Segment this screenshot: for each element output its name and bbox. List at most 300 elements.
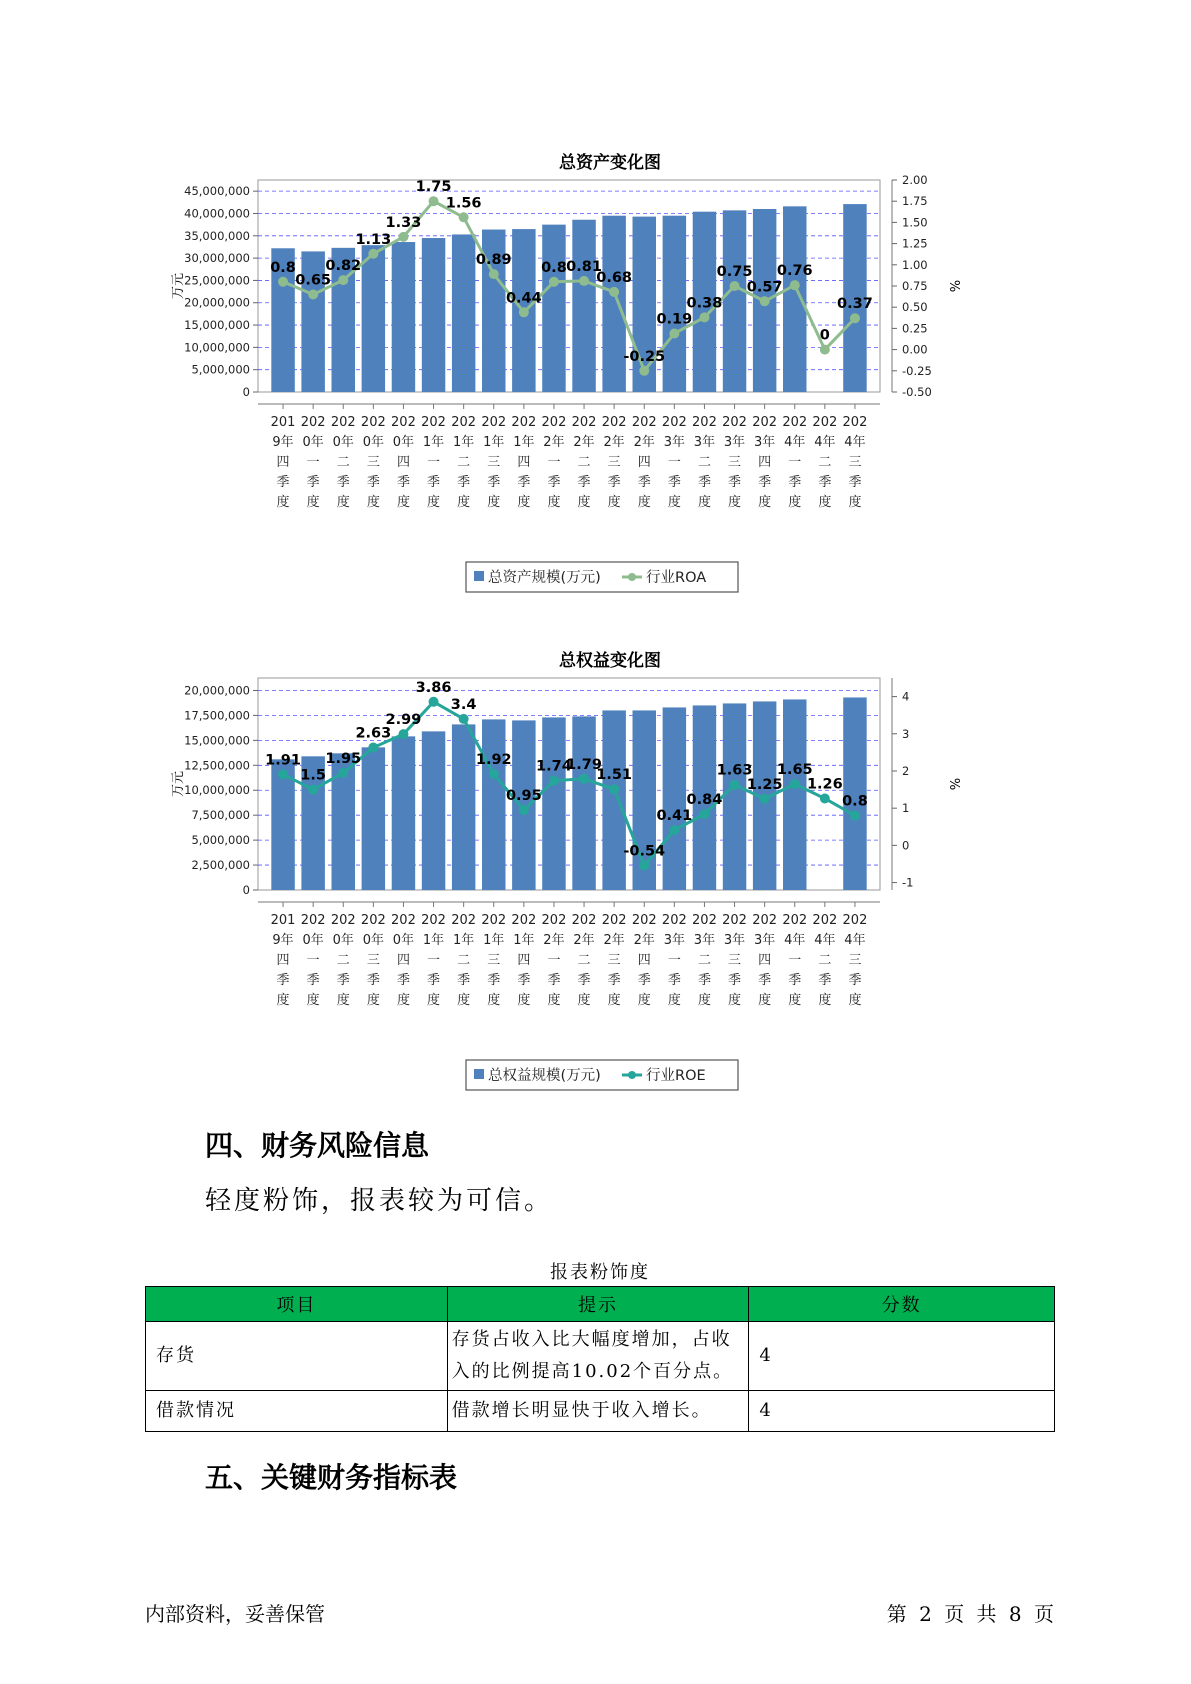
- bar: [482, 719, 505, 890]
- data-label: 1.56: [445, 195, 482, 212]
- right-tick-label: 1: [902, 801, 910, 816]
- data-label: 1.75: [415, 179, 452, 196]
- x-tick-label: 度: [788, 495, 802, 510]
- x-tick-label: 三: [728, 455, 742, 470]
- left-tick-label: 17,500,000: [184, 708, 250, 723]
- x-tick-label: 度: [517, 495, 531, 510]
- left-tick-label: 20,000,000: [184, 683, 250, 698]
- x-tick-label: 季: [667, 475, 681, 490]
- x-tick-label: 度: [336, 993, 350, 1008]
- bar: [633, 217, 656, 392]
- x-tick-label: 二: [577, 953, 591, 968]
- risk-table: [145, 1286, 1055, 1432]
- x-tick-label: 度: [487, 993, 501, 1008]
- x-tick-label: 季: [276, 973, 290, 988]
- data-label: 3.4: [450, 696, 477, 713]
- x-tick-label: 季: [517, 973, 531, 988]
- row-hint: 借款增长明显快于收入增长。: [447, 1391, 749, 1432]
- data-label: 0.57: [746, 279, 783, 296]
- x-tick-label: 度: [607, 495, 621, 510]
- x-tick-label: 201: [270, 913, 296, 928]
- x-tick-label: 3年: [693, 435, 716, 450]
- x-tick-label: 季: [637, 475, 651, 490]
- data-label: 1.79: [566, 756, 602, 773]
- x-tick-label: 季: [818, 475, 832, 490]
- left-tick-label: 45,000,000: [184, 184, 250, 199]
- x-tick-label: 202: [391, 415, 416, 430]
- line-point: [609, 287, 619, 297]
- x-tick-label: 四: [276, 953, 290, 968]
- equity-chart-title: 总权益变化图: [559, 651, 661, 671]
- x-tick-label: 度: [667, 495, 681, 510]
- right-tick-label: 1.50: [902, 215, 928, 230]
- x-tick-label: 1年: [513, 435, 535, 450]
- x-tick-label: 季: [366, 475, 380, 490]
- x-tick-label: 度: [276, 993, 290, 1008]
- data-label: 0.75: [716, 264, 753, 280]
- x-tick-label: 度: [818, 495, 832, 510]
- x-tick-label: 季: [607, 973, 621, 988]
- x-tick-label: 202: [330, 913, 356, 928]
- x-tick-label: 四: [758, 455, 772, 470]
- x-tick-label: 202: [481, 415, 507, 430]
- table-row: [146, 1322, 1055, 1391]
- bar: [392, 736, 415, 890]
- data-label: 0.82: [325, 258, 362, 275]
- bar: [663, 707, 686, 890]
- x-tick-label: 度: [547, 495, 561, 510]
- x-tick-label: 季: [607, 475, 621, 490]
- row-score: 4: [749, 1391, 1055, 1432]
- x-tick-label: 0年: [392, 933, 415, 948]
- line-point: [459, 212, 469, 222]
- x-tick-label: 季: [517, 475, 531, 490]
- x-tick-label: 度: [366, 993, 380, 1008]
- x-tick-label: 度: [336, 495, 350, 510]
- legend-bar-swatch: [474, 1069, 484, 1079]
- left-tick-label: 40,000,000: [184, 206, 250, 221]
- line-point: [308, 289, 318, 299]
- x-tick-label: 一: [788, 953, 802, 968]
- x-tick-label: 一: [788, 455, 802, 470]
- x-tick-label: 度: [607, 993, 621, 1008]
- x-tick-label: 202: [752, 415, 778, 430]
- bar: [723, 210, 746, 392]
- x-tick-label: 202: [451, 913, 477, 928]
- row-item: 存货: [146, 1322, 448, 1391]
- bar: [572, 716, 595, 890]
- bar: [723, 703, 746, 890]
- x-tick-label: 季: [577, 973, 591, 988]
- x-tick-label: 一: [306, 455, 320, 470]
- x-tick-label: 一: [667, 953, 681, 968]
- x-tick-label: 2年: [603, 435, 625, 450]
- footer-confidential: 内部资料，妥善保管: [145, 1602, 325, 1626]
- line-point: [519, 307, 529, 317]
- x-tick-label: 三: [848, 455, 862, 470]
- x-tick-label: 2年: [543, 933, 565, 948]
- x-tick-label: 季: [788, 973, 802, 988]
- bar: [542, 717, 565, 890]
- x-tick-label: 3年: [693, 933, 716, 948]
- assets-chart-svg: [150, 140, 1070, 610]
- x-tick-label: 二: [818, 953, 832, 968]
- data-label: 2.63: [355, 725, 392, 742]
- section4-heading: 四、财务风险信息: [205, 1129, 430, 1162]
- data-label: 0.76: [776, 263, 813, 280]
- line-point: [730, 281, 740, 291]
- bar: [783, 699, 806, 890]
- row-score: 4: [749, 1322, 1055, 1391]
- x-tick-label: 季: [427, 973, 441, 988]
- line-point: [338, 275, 348, 285]
- x-tick-label: 1年: [483, 435, 505, 450]
- equity-chart-svg: [150, 638, 1070, 1108]
- x-tick-label: 季: [457, 475, 471, 490]
- x-tick-label: 三: [848, 953, 862, 968]
- x-tick-label: 季: [547, 475, 561, 490]
- x-tick-label: 度: [396, 993, 410, 1008]
- table-caption: 报表粉饰度: [550, 1262, 650, 1283]
- line-point: [338, 768, 348, 778]
- x-tick-label: 季: [336, 973, 350, 988]
- x-tick-label: 3年: [663, 435, 685, 450]
- line-point: [790, 280, 800, 290]
- legend-line-marker: [628, 573, 636, 581]
- x-tick-label: 202: [692, 415, 717, 430]
- right-axis-title: %: [946, 777, 961, 791]
- x-tick-label: 1年: [513, 933, 535, 948]
- x-tick-label: 202: [421, 913, 446, 928]
- left-tick-label: 10,000,000: [184, 340, 250, 355]
- left-tick-label: 0: [242, 385, 250, 399]
- x-tick-label: 度: [848, 993, 862, 1008]
- x-tick-label: 0年: [362, 435, 384, 450]
- left-axis-title: 万元: [171, 770, 186, 798]
- x-tick-label: 季: [697, 973, 711, 988]
- section5-heading: 五、关键财务指标表: [205, 1461, 458, 1494]
- bar: [602, 216, 625, 392]
- x-tick-label: 三: [487, 455, 501, 470]
- x-tick-label: 202: [300, 913, 326, 928]
- risk-summary-text: 轻度粉饰，报表较为可信。: [205, 1186, 554, 1216]
- x-tick-label: 度: [547, 993, 561, 1008]
- x-tick-label: 季: [728, 475, 742, 490]
- line-point: [579, 774, 589, 784]
- x-tick-label: 202: [692, 913, 717, 928]
- line-point: [760, 296, 770, 306]
- x-tick-label: 1年: [422, 933, 445, 948]
- data-label: 1.92: [475, 751, 512, 768]
- col-header-item: 项目: [146, 1287, 448, 1322]
- left-axis-title: 万元: [171, 272, 186, 300]
- left-tick-label: 12,500,000: [184, 758, 250, 773]
- x-tick-label: 季: [457, 973, 471, 988]
- data-label: 1.33: [385, 214, 422, 231]
- bar: [572, 220, 595, 392]
- x-tick-label: 四: [396, 953, 410, 968]
- line-point: [639, 366, 649, 376]
- data-label: 2.99: [385, 712, 422, 729]
- legend-line-marker: [628, 1071, 636, 1079]
- x-tick-label: 0年: [302, 435, 324, 450]
- data-label: 1.65: [776, 762, 813, 778]
- line-point: [308, 785, 318, 795]
- x-tick-label: 0年: [332, 933, 354, 948]
- x-tick-label: 4年: [784, 933, 806, 948]
- x-tick-label: 2年: [573, 435, 595, 450]
- x-tick-label: 一: [306, 953, 320, 968]
- line-point: [368, 743, 378, 753]
- right-tick-label: -1: [902, 875, 914, 890]
- line-point: [429, 196, 439, 206]
- x-tick-label: 季: [306, 973, 320, 988]
- row-hint: 存货占收入比大幅度增加，占收入的比例提高10.02个百分点。: [447, 1322, 749, 1391]
- x-tick-label: 三: [728, 953, 742, 968]
- x-tick-label: 四: [637, 953, 651, 968]
- x-tick-label: 度: [697, 993, 711, 1008]
- x-tick-label: 二: [336, 953, 350, 968]
- x-tick-label: 3年: [754, 933, 776, 948]
- line-point: [429, 697, 439, 707]
- x-tick-label: 二: [457, 455, 471, 470]
- data-label: 1.51: [596, 767, 633, 784]
- x-tick-label: 2年: [573, 933, 595, 948]
- x-tick-label: 202: [631, 913, 657, 928]
- line-point: [489, 769, 499, 779]
- x-tick-label: 2年: [633, 435, 655, 450]
- x-tick-label: 0年: [392, 435, 415, 450]
- legend-bar-label: 总权益规模(万元): [488, 1068, 601, 1084]
- left-tick-label: 7,500,000: [191, 808, 250, 823]
- x-tick-label: 度: [728, 495, 742, 510]
- x-tick-label: 季: [637, 973, 651, 988]
- x-tick-label: 二: [336, 455, 350, 470]
- legend-line-label: 行业ROE: [646, 1068, 706, 1084]
- data-label: 0.41: [656, 808, 693, 825]
- x-tick-label: 202: [300, 415, 326, 430]
- x-tick-label: 3年: [723, 933, 746, 948]
- x-tick-label: 一: [547, 953, 561, 968]
- data-label: 0.65: [295, 272, 332, 289]
- x-tick-label: 1年: [422, 435, 445, 450]
- x-tick-label: 度: [818, 993, 832, 1008]
- x-tick-label: 季: [788, 475, 802, 490]
- data-label: 0.38: [686, 295, 723, 312]
- x-tick-label: 202: [421, 415, 446, 430]
- x-tick-label: 3年: [723, 435, 746, 450]
- line-point: [760, 794, 770, 804]
- x-tick-label: 202: [661, 913, 687, 928]
- table-row: [146, 1391, 1055, 1432]
- x-tick-label: 202: [451, 415, 477, 430]
- x-tick-label: 度: [457, 495, 471, 510]
- x-tick-label: 202: [842, 913, 868, 928]
- left-tick-label: 30,000,000: [184, 251, 250, 266]
- line-point: [278, 769, 288, 779]
- data-label: -0.25: [623, 348, 666, 365]
- line-point: [730, 780, 740, 790]
- line-point: [850, 313, 860, 323]
- x-tick-label: 2年: [543, 435, 565, 450]
- x-tick-label: 度: [306, 495, 320, 510]
- row-item: 借款情况: [146, 1391, 448, 1432]
- line-point: [790, 779, 800, 789]
- x-tick-label: 4年: [844, 933, 866, 948]
- data-label: 0.8: [842, 793, 868, 810]
- right-tick-label: -0.25: [902, 363, 932, 378]
- bar: [663, 216, 686, 392]
- data-label: 1.74: [536, 758, 572, 775]
- x-tick-label: 季: [848, 973, 862, 988]
- x-tick-label: 202: [601, 415, 627, 430]
- x-tick-label: 四: [517, 455, 531, 470]
- x-tick-label: 9年: [272, 435, 294, 450]
- bar: [783, 206, 806, 392]
- footer-page-number: 第 2 页 共 8 页: [886, 1602, 1054, 1626]
- right-tick-label: -0.50: [902, 385, 932, 399]
- x-tick-label: 度: [306, 993, 320, 1008]
- data-label: 0.8: [541, 259, 567, 276]
- line-point: [278, 277, 288, 287]
- x-tick-label: 度: [427, 993, 441, 1008]
- x-tick-label: 三: [366, 953, 380, 968]
- x-tick-label: 4年: [784, 435, 806, 450]
- x-tick-label: 季: [487, 973, 501, 988]
- bar: [392, 242, 415, 392]
- col-header-score: 分数: [749, 1287, 1055, 1322]
- line-point: [850, 811, 860, 821]
- right-tick-label: 0: [902, 838, 910, 853]
- x-tick-label: 1年: [453, 933, 475, 948]
- data-label: 0.95: [505, 788, 542, 805]
- data-label: 3.86: [415, 679, 452, 696]
- x-tick-label: 度: [366, 495, 380, 510]
- x-tick-label: 一: [547, 455, 561, 470]
- x-tick-label: 四: [396, 455, 410, 470]
- x-tick-label: 0年: [362, 933, 384, 948]
- right-tick-label: 0.00: [902, 342, 928, 357]
- line-point: [669, 328, 679, 338]
- right-tick-label: 3: [902, 726, 910, 741]
- x-tick-label: 季: [758, 475, 772, 490]
- x-tick-label: 202: [541, 415, 567, 430]
- left-tick-label: 20,000,000: [184, 295, 250, 310]
- right-tick-label: 0.50: [902, 300, 928, 315]
- line-point: [489, 269, 499, 279]
- x-tick-label: 季: [547, 973, 561, 988]
- x-tick-label: 度: [758, 993, 772, 1008]
- x-tick-label: 度: [788, 993, 802, 1008]
- x-tick-label: 0年: [332, 435, 354, 450]
- legend-line-label: 行业ROA: [646, 570, 707, 586]
- line-point: [398, 232, 408, 242]
- x-tick-label: 季: [758, 973, 772, 988]
- x-tick-label: 202: [631, 415, 657, 430]
- x-tick-label: 度: [457, 993, 471, 1008]
- x-tick-label: 度: [667, 993, 681, 1008]
- table-header-row: [146, 1287, 1055, 1322]
- line-point: [820, 345, 830, 355]
- x-tick-label: 4年: [814, 435, 836, 450]
- right-tick-label: 1.75: [902, 194, 928, 209]
- data-label: 0.84: [686, 792, 723, 809]
- right-axis-title: %: [946, 279, 961, 293]
- assets-chart-title: 总资产变化图: [559, 153, 661, 173]
- x-tick-label: 季: [487, 475, 501, 490]
- equity-chart: [150, 638, 1070, 1108]
- data-label: 0.37: [837, 296, 873, 313]
- data-label: 0.89: [475, 252, 512, 269]
- x-tick-label: 四: [637, 455, 651, 470]
- x-tick-label: 202: [842, 415, 868, 430]
- data-label: 1.5: [300, 767, 326, 784]
- x-tick-label: 季: [366, 973, 380, 988]
- x-tick-label: 四: [517, 953, 531, 968]
- x-tick-label: 度: [427, 495, 441, 510]
- x-tick-label: 0年: [302, 933, 324, 948]
- x-tick-label: 度: [577, 495, 591, 510]
- x-tick-label: 201: [270, 415, 296, 430]
- x-tick-label: 202: [571, 913, 597, 928]
- x-tick-label: 季: [697, 475, 711, 490]
- x-tick-label: 二: [577, 455, 591, 470]
- left-tick-label: 10,000,000: [184, 783, 250, 798]
- left-tick-label: 0: [242, 883, 250, 897]
- left-tick-label: 5,000,000: [191, 362, 250, 377]
- x-tick-label: 三: [607, 953, 621, 968]
- line-point: [699, 809, 709, 819]
- x-tick-label: 一: [427, 455, 441, 470]
- x-tick-label: 度: [396, 495, 410, 510]
- data-label: 0.44: [505, 290, 542, 307]
- x-tick-label: 9年: [272, 933, 294, 948]
- bar: [362, 245, 385, 392]
- data-label: 1.13: [355, 231, 392, 248]
- x-tick-label: 2年: [633, 933, 655, 948]
- x-tick-label: 度: [276, 495, 290, 510]
- x-tick-label: 二: [457, 953, 471, 968]
- right-tick-label: 1.25: [902, 236, 928, 251]
- data-label: 1.26: [806, 776, 843, 793]
- x-tick-label: 202: [812, 415, 838, 430]
- line-point: [368, 249, 378, 259]
- data-label: -0.54: [623, 843, 666, 860]
- col-header-hint: 提示: [447, 1287, 749, 1322]
- x-tick-label: 四: [758, 953, 772, 968]
- x-tick-label: 4年: [844, 435, 866, 450]
- x-tick-label: 202: [661, 415, 687, 430]
- data-label: 0.68: [596, 269, 633, 286]
- x-tick-label: 三: [487, 953, 501, 968]
- left-tick-label: 25,000,000: [184, 273, 250, 288]
- x-tick-label: 1年: [453, 435, 475, 450]
- x-tick-label: 四: [276, 455, 290, 470]
- x-tick-label: 202: [812, 913, 838, 928]
- right-tick-label: 0.25: [902, 321, 928, 336]
- x-tick-label: 季: [728, 973, 742, 988]
- x-tick-label: 202: [360, 913, 386, 928]
- line-point: [609, 784, 619, 794]
- x-tick-label: 202: [541, 913, 567, 928]
- x-tick-label: 202: [782, 913, 808, 928]
- x-tick-label: 3年: [754, 435, 776, 450]
- x-tick-label: 3年: [663, 933, 685, 948]
- legend-bar-swatch: [474, 571, 484, 581]
- right-tick-label: 0.75: [902, 279, 928, 293]
- x-tick-label: 季: [667, 973, 681, 988]
- x-tick-label: 度: [637, 993, 651, 1008]
